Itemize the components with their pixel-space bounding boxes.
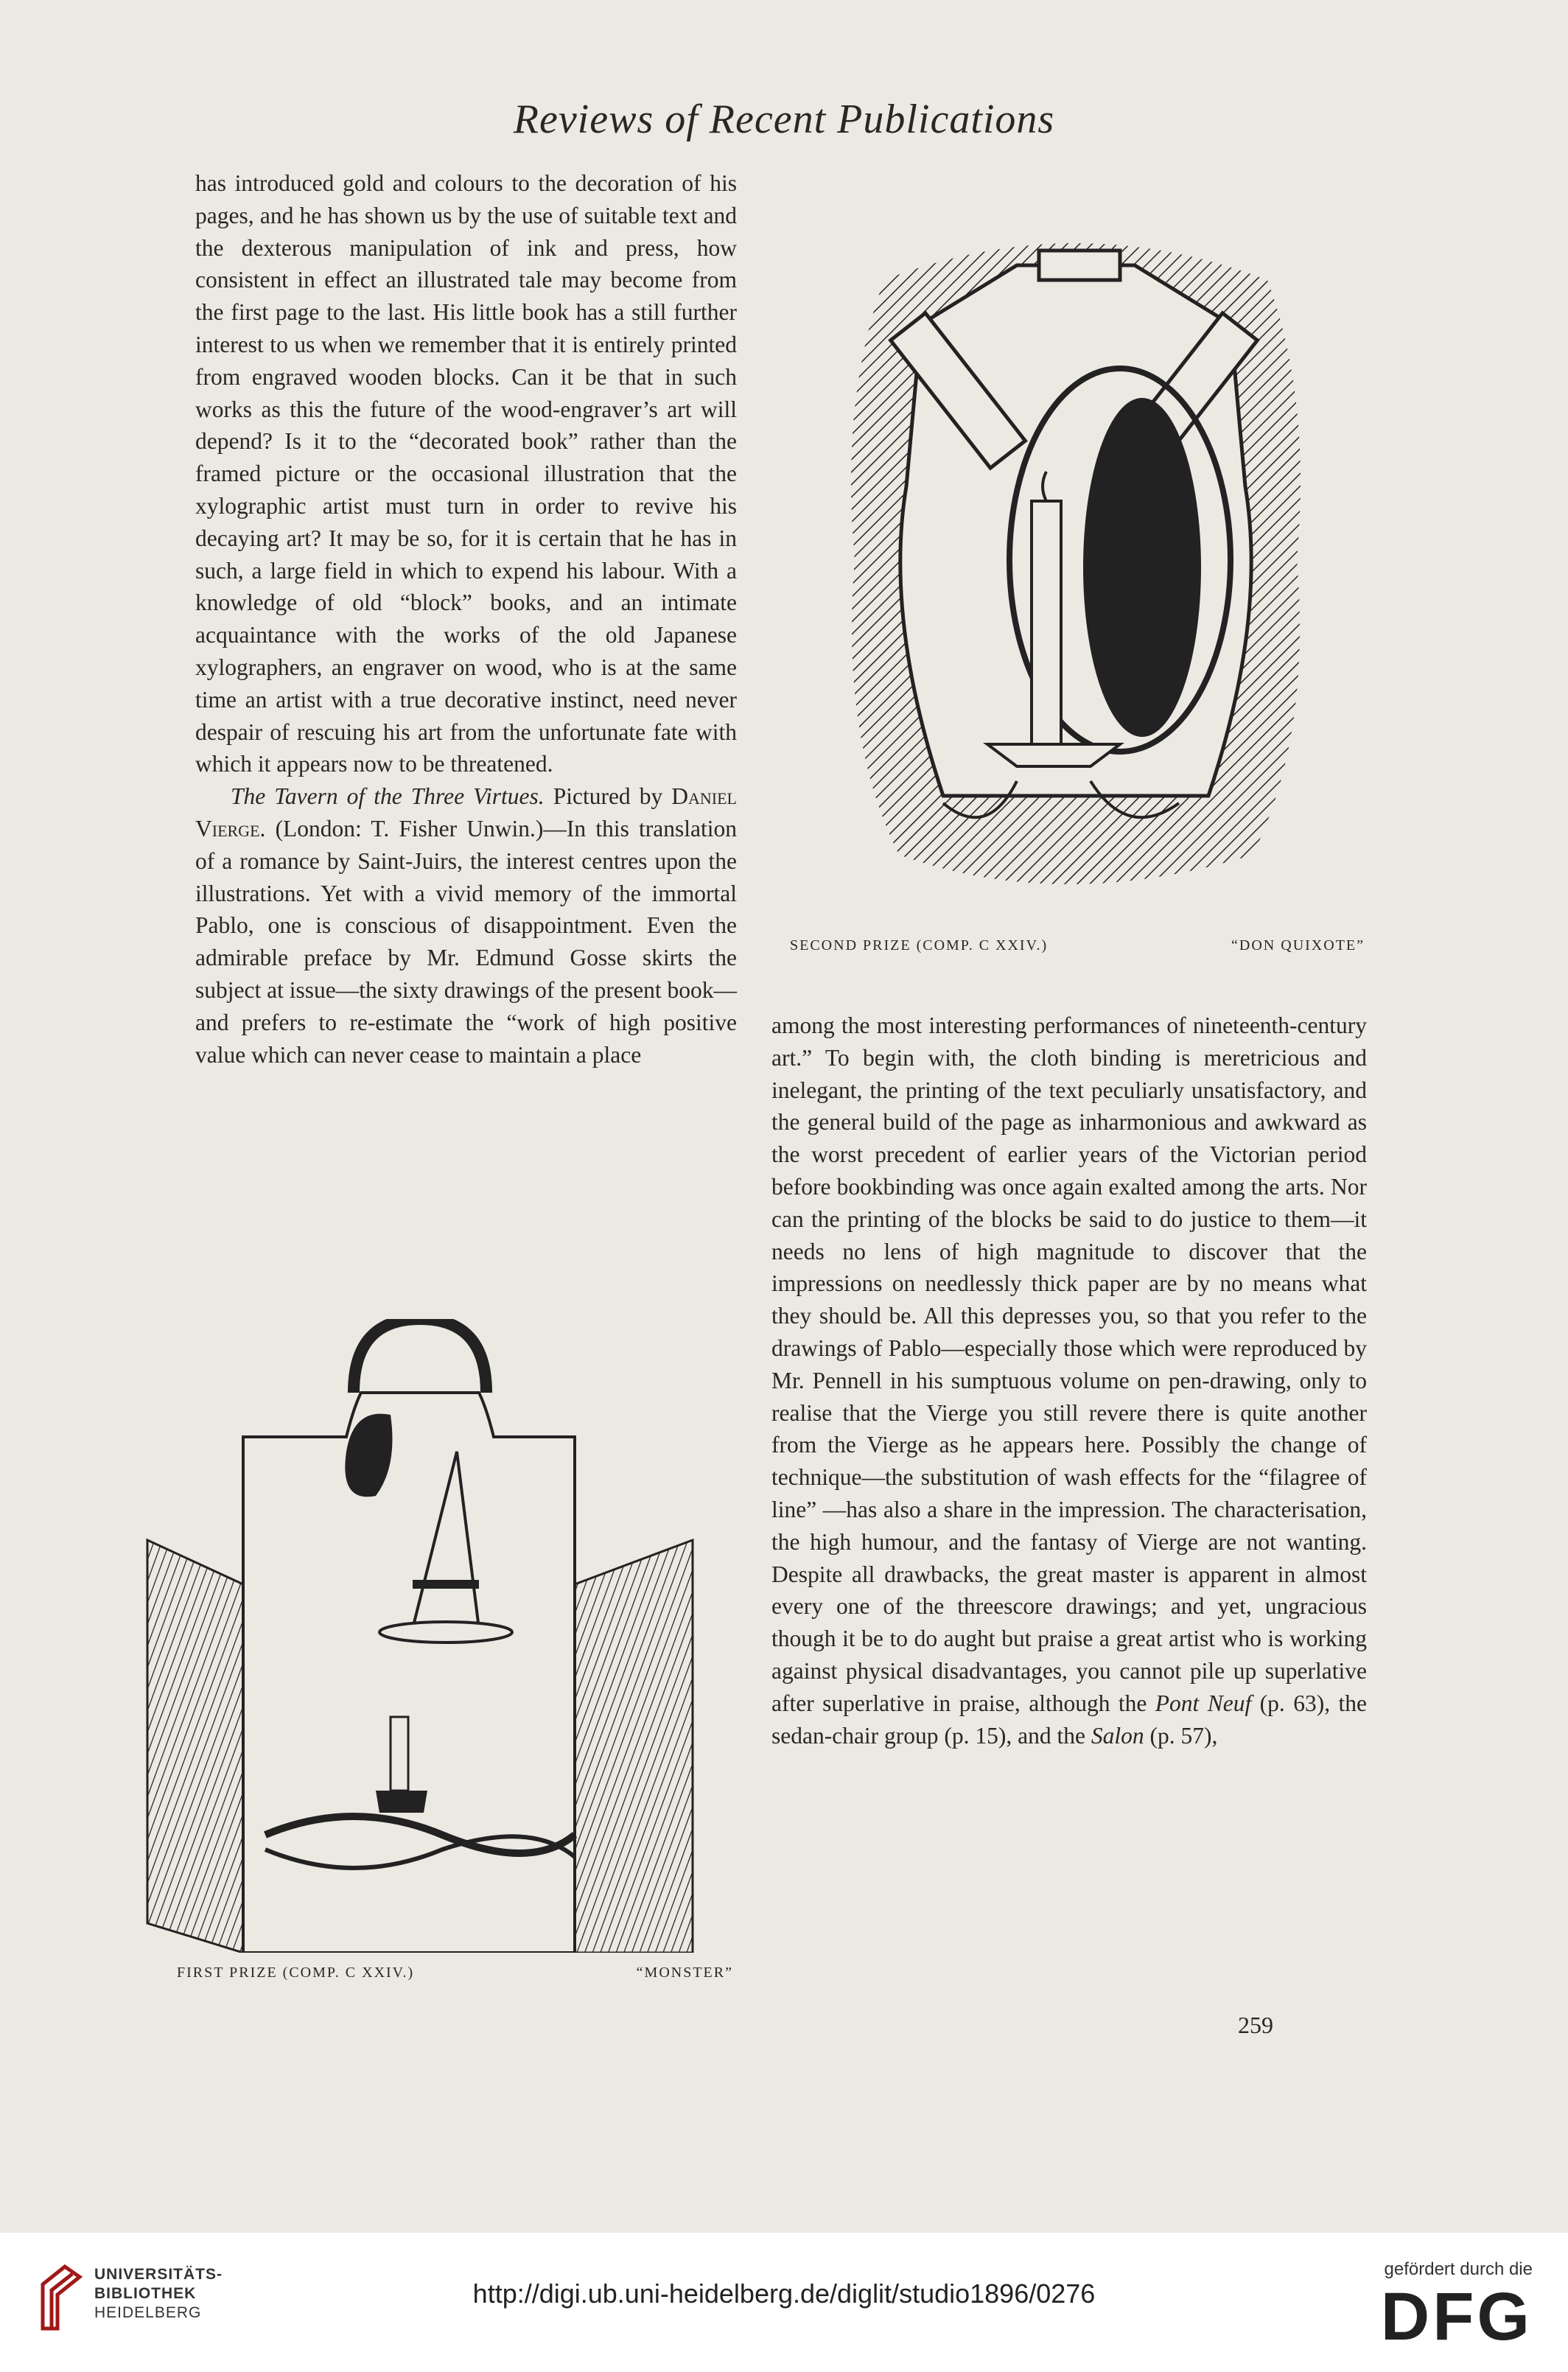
paragraph-3: among the most interesting performances of nineteenth-century art.” To begin with, the cloth binding is meretricious and inelegant, the printing of the text peculiarly unsatisfactory, and the general build of the page as inharmonious and awkward as the worst precedent of earlier years of the Victorian period before bookbinding was once again exalted among the arts. Nor can the printing of the blocks be said to do justice to them—it needs no lens of high magnitude to discover that the impressions on needlessly thick paper are by no means what they should be. All this depresses you, so that you refer to the drawings of Pablo—especially those which were reproduced by Mr. Pennell in his sumptuous volume on pen-drawing, only to realise that the Vierge you still revere there is quite another from the Vierge as he appears here. Possibly the change of technique—the substitution of wash effects for the “filagree of line” —has also a share in the impression. The characterisation, the high humour, and the fantasy of Vierge are not wanting. Despite all drawbacks, the great master is apparent in almost every one of the threescore drawings; and yet, ungracious though it be to do aught but praise a great artist who is working against physical disadvantages, you cannot pile up superlative after superlative in praise, although the Pont Neuf (p. 63), the sedan-chair group (p. 15), and the Salon (p. 57), <box>771 1012 1367 1749</box>
caption-second-prize-label: SECOND PRIZE (COMP. C XXIV.) <box>790 937 1049 954</box>
right-column <box>771 1010 1367 1752</box>
caption-first-prize <box>177 1965 733 1981</box>
funded-by-text: gefördert durch die <box>1384 2259 1533 2279</box>
caption-first-prize-motto: “MONSTER” <box>636 1965 733 1981</box>
library-name: UNIVERSITÄTS- BIBLIOTHEK HEIDELBERG <box>94 2266 223 2321</box>
author-name: Daniel Vierge. <box>195 783 737 842</box>
left-column <box>195 167 737 1071</box>
second-prize-illustration <box>796 177 1348 921</box>
caption-first-prize-label: FIRST PRIZE (COMP. C XXIV.) <box>177 1965 415 1981</box>
paragraph-1: has introduced gold and colours to the decoration of his pages, and he has shown us by the use of suitable text and the dexterous manipulation of ink and press, how consistent in effect an illustrated tale may become from the first page to the last. His little book has a still further interest to us when we remember that it is entirely printed from engraved wooden blocks. Can it be that in such works as this the future of the wood-engraver’s art will depend? Is it to the “decorated book” rather than the framed picture or the occasional illustration that the xylographic artist must turn in order to revive his decaying art? It may be so, for it is certain that he has in such, a large field in which to expend his labour. With a knowledge of old “block” books, and an intimate acquaintance with the works of the old Japanese xylographers, an engraver on wood, who is at the same time an artist with a true decorative instinct, need never despair of rescuing his art from the unfortunate fate with which it appears now to be threatened. <box>195 170 737 777</box>
caption-second-prize <box>790 937 1365 954</box>
paragraph-2: The Tavern of the Three Virtues. Pictured by Daniel Vierge. (London: T. Fisher Unwin.)—In this translation of a romance by Saint-Juirs, the interest centres upon the illustrations. Yet with a vivid memory of the immortal Pablo, one is conscious of disappointment. Even the admirable preface by Mr. Edmund Gosse skirts the subject at issue—the sixty drawings of the present book—and prefers to re-estimate the “work of high positive value which can never cease to maintain a place <box>195 783 737 1068</box>
first-prize-illustration <box>133 1319 707 1953</box>
dfg-logo: DFG <box>1380 2279 1533 2354</box>
source-url-link[interactable]: http://digi.ub.uni-heidelberg.de/diglit/studio1896/0276 <box>472 2278 1096 2309</box>
book-title: The Tavern of the Three Virtues. <box>231 783 545 810</box>
footer-bar <box>0 2233 1568 2372</box>
page-number: 259 <box>1238 2012 1273 2038</box>
caption-second-prize-motto: “DON QUIXOTE” <box>1231 937 1365 954</box>
running-header: Reviews of Recent Publications <box>513 97 1055 142</box>
